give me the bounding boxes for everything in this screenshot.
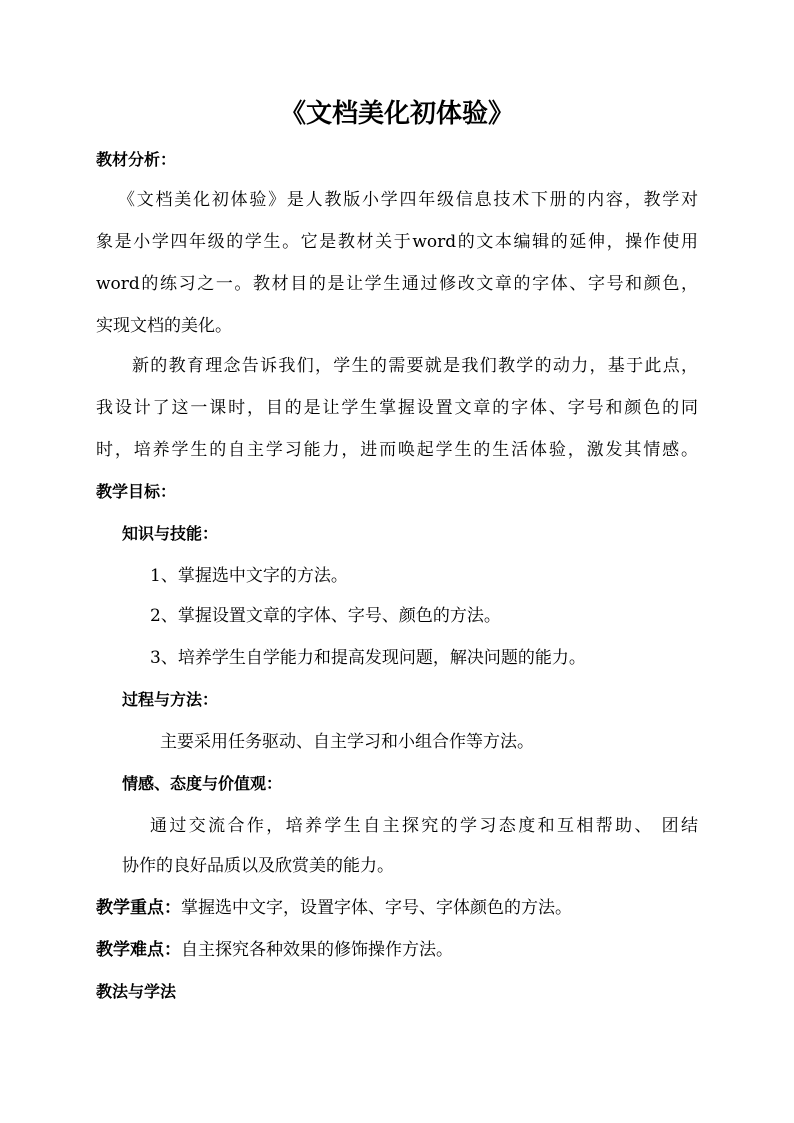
philosophy-line: 我设计了这一课时，目的是让学生掌握设置文章的字体、字号和颜色的同 [96,398,698,418]
goals-heading: 教学目标： [96,482,177,501]
philosophy-line: 新的教育理念告诉我们，学生的需要就是我们教学的动力，基于此点， [132,356,698,376]
methods-heading: 教法与学法 [96,982,177,1001]
analysis-line: 实现文档的美化。 [96,316,232,336]
process-heading: 过程与方法： [122,690,219,709]
process-text: 主要采用任务驱动、自主学习和小组合作等方法。 [160,732,534,752]
analysis-line: word的练习之一。教材目的是让学生通过修改文章的字体、字号和颜色， [96,274,698,294]
analysis-line: 《文档美化初体验》是人教版小学四年级信息技术下册的内容，教学对 [118,190,698,210]
key-point-label: 教学重点： [96,898,181,918]
analysis-heading: 教材分析： [96,150,177,169]
knowledge-heading: 知识与技能： [122,524,219,543]
emotion-line: 协作的良好品质以及欣赏美的能力。 [122,856,394,876]
document-title: 《文档美化初体验》 [279,99,514,129]
key-point-text: 掌握选中文字，设置字体、字号、字体颜色的方法。 [181,898,572,918]
difficulty-text: 自主探究各种效果的修饰操作方法。 [181,940,453,960]
difficulty-line [96,940,453,960]
difficulty-label: 教学难点： [96,940,181,960]
knowledge-item: 3、培养学生自学能力和提高发现问题，解决问题的能力。 [150,648,586,668]
philosophy-line: 时，培养学生的自主学习能力，进而唤起学生的生活体验，激发其情感。 [96,440,698,460]
key-point-line [96,898,572,918]
knowledge-item: 2、掌握设置文章的字体、字号、颜色的方法。 [150,606,501,626]
analysis-line: 象是小学四年级的学生。它是教材关于word的文本编辑的延伸，操作使用 [96,232,698,252]
knowledge-item: 1、掌握选中文字的方法。 [150,566,348,586]
emotion-heading: 情感、态度与价值观： [122,774,283,793]
emotion-line: 通过交流合作，培养学生自主探究的学习态度和互相帮助、 团结 [150,816,698,836]
